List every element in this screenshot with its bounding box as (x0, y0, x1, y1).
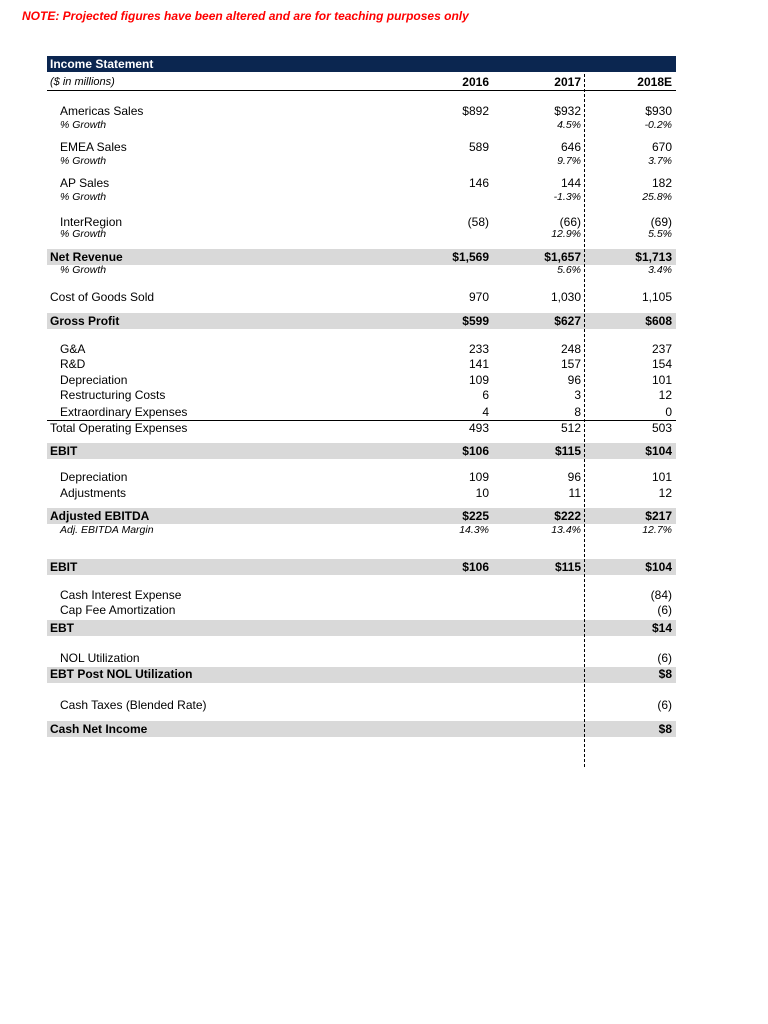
actual-projection-divider (584, 74, 585, 767)
netrev-label: Net Revenue (50, 250, 123, 264)
ebit2-value-2018e: $104 (645, 560, 672, 574)
ebtpost-value-2018e: $8 (658, 667, 672, 681)
netrev_g-label: % Growth (60, 264, 107, 276)
nol-value-2018e: (6) (657, 651, 672, 665)
emea-label: EMEA Sales (60, 140, 127, 154)
cni-value-2018e: $8 (658, 722, 672, 736)
rd-value-2018e: 154 (651, 357, 672, 371)
ebit2-highlight-band (47, 559, 676, 575)
americas-value-2017: $932 (554, 104, 581, 118)
netrev_g-value-2018e: 3.4% (648, 264, 672, 276)
ebt-highlight-band (47, 620, 676, 636)
netrev-value-2016: $1,569 (452, 250, 489, 264)
adjebitda-label: Adjusted EBITDA (50, 509, 150, 523)
margin-value-2016: 14.3% (459, 524, 489, 536)
ap_g-value-2017: -1.3% (553, 191, 581, 203)
column-header-row (47, 74, 676, 91)
extra-label: Extraordinary Expenses (60, 405, 188, 419)
dep2-value-2016: 109 (468, 470, 489, 484)
adj-label: Adjustments (60, 486, 127, 500)
cogs-value-2016: 970 (468, 290, 489, 304)
inter_g-label: % Growth (60, 228, 107, 240)
americas_g-value-2017: 4.5% (557, 119, 581, 131)
taxes-value-2018e: (6) (657, 698, 672, 712)
emea_g-value-2017: 9.7% (557, 155, 581, 167)
ebt-value-2018e: $14 (651, 621, 672, 635)
adjebitda-value-2016: $225 (462, 509, 489, 523)
year-2016-header: 2016 (462, 75, 489, 89)
rd-label: R&D (60, 357, 86, 371)
inter_g-value-2017: 12.9% (551, 228, 581, 240)
restr-value-2017: 3 (574, 388, 581, 402)
americas_g-value-2018e: -0.2% (644, 119, 672, 131)
year-2018e-header: 2018E (637, 75, 672, 89)
gp-highlight-band (47, 313, 676, 329)
ebit-label: EBIT (50, 444, 78, 458)
ga-value-2018e: 237 (651, 342, 672, 356)
gp-value-2017: $627 (554, 314, 581, 328)
adj-value-2017: 11 (568, 486, 581, 500)
table-title: Income Statement (50, 57, 154, 71)
netrev-value-2017: $1,657 (544, 250, 581, 264)
nol-label: NOL Utilization (60, 651, 140, 665)
dep-label: Depreciation (60, 373, 128, 387)
taxes-label: Cash Taxes (Blended Rate) (60, 698, 207, 712)
emea-value-2018e: 670 (651, 140, 672, 154)
ebit2-label: EBIT (50, 560, 78, 574)
ebit-value-2018e: $104 (645, 444, 672, 458)
total-opex-rule (47, 420, 676, 421)
rd-value-2017: 157 (560, 357, 581, 371)
inter-value-2016: (58) (467, 215, 489, 229)
extra-value-2017: 8 (574, 405, 581, 419)
ap_g-label: % Growth (60, 191, 107, 203)
ebit-value-2016: $106 (462, 444, 489, 458)
restr-value-2018e: 12 (658, 388, 672, 402)
netrev_g-value-2017: 5.6% (557, 264, 581, 276)
margin-label: Adj. EBITDA Margin (60, 524, 154, 536)
inter-label: InterRegion (60, 215, 123, 229)
americas-value-2016: $892 (462, 104, 489, 118)
dep-value-2016: 109 (468, 373, 489, 387)
ebit-value-2017: $115 (554, 444, 581, 458)
margin-value-2018e: 12.7% (642, 524, 672, 536)
americas-value-2018e: $930 (645, 104, 672, 118)
ebtpost-label: EBT Post NOL Utilization (50, 667, 193, 681)
gp-value-2018e: $608 (645, 314, 672, 328)
restr-label: Restructuring Costs (60, 388, 166, 402)
capfee-label: Cap Fee Amortization (60, 603, 176, 617)
ga-label: G&A (60, 342, 86, 356)
ebit2-value-2016: $106 (462, 560, 489, 574)
totop-label: Total Operating Expenses (50, 421, 188, 435)
ap-value-2016: 146 (468, 176, 489, 190)
dep-value-2018e: 101 (651, 373, 672, 387)
cogs-label: Cost of Goods Sold (50, 290, 155, 304)
capfee-value-2018e: (6) (657, 603, 672, 617)
adj-value-2018e: 12 (658, 486, 672, 500)
netrev-highlight-band (47, 249, 676, 265)
americas_g-label: % Growth (60, 119, 107, 131)
ap_g-value-2018e: 25.8% (642, 191, 672, 203)
totop-value-2018e: 503 (651, 421, 672, 435)
adjebitda-value-2018e: $217 (645, 509, 672, 523)
teaching-note: NOTE: Projected figures have been altered and are for teaching purposes only (22, 9, 469, 23)
ebit2-value-2017: $115 (554, 560, 581, 574)
ebt-label: EBT (50, 621, 74, 635)
inter_g-value-2018e: 5.5% (648, 228, 672, 240)
cni-label: Cash Net Income (50, 722, 148, 736)
ap-value-2017: 144 (560, 176, 581, 190)
dep2-value-2017: 96 (567, 470, 581, 484)
inter-value-2018e: (69) (650, 215, 672, 229)
table-title-bar (47, 56, 676, 72)
adjebitda-value-2017: $222 (554, 509, 581, 523)
americas-label: Americas Sales (60, 104, 144, 118)
rd-value-2016: 141 (468, 357, 489, 371)
cogs-value-2018e: 1,105 (641, 290, 672, 304)
emea_g-value-2018e: 3.7% (648, 155, 672, 167)
ga-value-2016: 233 (468, 342, 489, 356)
ap-value-2018e: 182 (651, 176, 672, 190)
gp-value-2016: $599 (462, 314, 489, 328)
units-label: ($ in millions) (50, 76, 115, 88)
ebit-highlight-band (47, 443, 676, 459)
cogs-value-2017: 1,030 (550, 290, 581, 304)
adj-value-2016: 10 (475, 486, 489, 500)
gp-label: Gross Profit (50, 314, 120, 328)
cashint-label: Cash Interest Expense (60, 588, 182, 602)
restr-value-2016: 6 (482, 388, 489, 402)
inter-value-2017: (66) (559, 215, 581, 229)
ga-value-2017: 248 (560, 342, 581, 356)
extra-value-2018e: 0 (665, 405, 672, 419)
dep2-label: Depreciation (60, 470, 128, 484)
extra-value-2016: 4 (482, 405, 489, 419)
emea_g-label: % Growth (60, 155, 107, 167)
ap-label: AP Sales (60, 176, 110, 190)
dep-value-2017: 96 (567, 373, 581, 387)
totop-value-2016: 493 (468, 421, 489, 435)
totop-value-2017: 512 (560, 421, 581, 435)
netrev-value-2018e: $1,713 (635, 250, 672, 264)
cashint-value-2018e: (84) (650, 588, 672, 602)
year-2017-header: 2017 (554, 75, 581, 89)
emea-value-2017: 646 (560, 140, 581, 154)
dep2-value-2018e: 101 (651, 470, 672, 484)
margin-value-2017: 13.4% (551, 524, 581, 536)
emea-value-2016: 589 (468, 140, 489, 154)
